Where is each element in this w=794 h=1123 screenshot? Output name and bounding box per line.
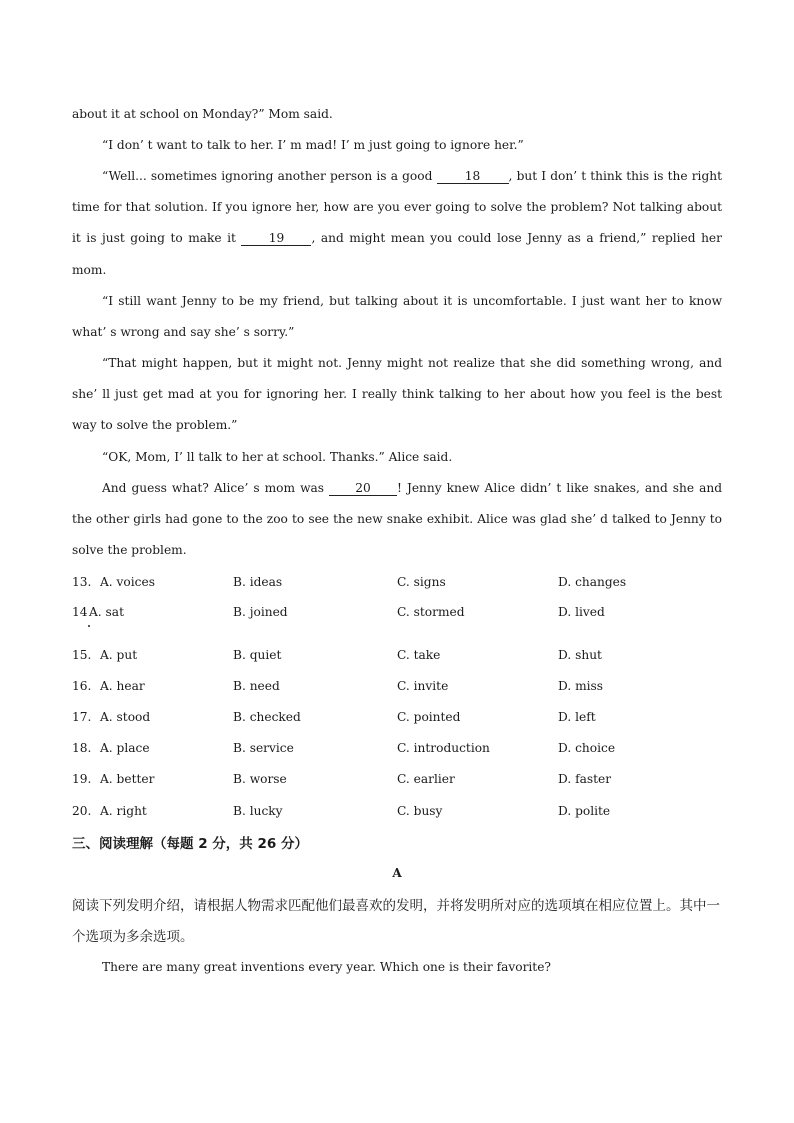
passage-paragraph-5: “That might happen, but it might not. Jenny might not realize that she did something wrong, and she’ ll just get mad at you for ignoring her. I really think talking to her about how you feel is the best way to solve the problem.” — [72, 356, 722, 433]
option-a: A. hear — [100, 679, 145, 693]
option-b: B. worse — [233, 772, 287, 786]
passage-paragraph-3 — [72, 161, 722, 286]
blank-18: 18 — [437, 169, 509, 184]
option-c: C. introduction — [397, 741, 490, 755]
passage-paragraph-1: about it at school on Monday?” Mom said. — [72, 107, 333, 121]
paragraph-3-part-c: , and might mean you could lose Jenny as a friend,” replied her mom. — [72, 231, 722, 277]
paragraph-7-part-b: ! Jenny knew Alice didn’ t like snakes, and she and the other girls had gone to the zoo to see the new snake exhibit. Alice was glad she’ d talked to Jenny to solve the problem. — [72, 481, 722, 558]
option-b: B. lucky — [233, 804, 283, 818]
option-b: B. joined — [233, 605, 288, 619]
option-b: B. need — [233, 679, 280, 693]
option-d: D. miss — [558, 679, 604, 693]
option-row-13 — [72, 575, 732, 595]
question-number: 13. — [72, 575, 92, 589]
section-instruction: 阅读下列发明介绍，请根据人物需求匹配他们最喜欢的发明，并将发明所对应的选项填在相应位置上。其中一个选项为多余选项。 — [72, 898, 720, 945]
passage-paragraph-2: “I don’ t want to talk to her. I’ m mad! I’ m just going to ignore her.” — [102, 138, 524, 152]
option-b: B. ideas — [233, 575, 283, 589]
paragraph-3-part-a: “Well... sometimes ignoring another person is a good — [102, 169, 437, 183]
option-a: A. place — [100, 741, 150, 755]
blank-19: 19 — [241, 231, 311, 246]
option-a: A. put — [100, 648, 138, 662]
question-number: 15. — [72, 648, 92, 662]
passage-paragraph-6: “OK, Mom, I’ ll talk to her at school. Thanks.” Alice said. — [102, 450, 453, 464]
option-d: D. shut — [558, 648, 602, 662]
question-number: 14 — [72, 605, 88, 619]
option-row-20 — [72, 804, 732, 824]
option-b: B. checked — [233, 710, 301, 724]
part-label: A — [392, 866, 402, 880]
option-d: D. lived — [558, 605, 605, 619]
option-c: C. invite — [397, 679, 449, 693]
option-a: A. better — [100, 772, 155, 786]
option-c: C. busy — [397, 804, 443, 818]
option-a: A. right — [100, 804, 147, 818]
option-d: D. left — [558, 710, 596, 724]
question-number: 19. — [72, 772, 92, 786]
paragraph-7-part-a: And guess what? Alice’ s mom was — [102, 481, 330, 495]
section-intro: There are many great inventions every year. Which one is their favorite? — [102, 960, 551, 974]
option-row-19 — [72, 772, 732, 792]
option-c: C. stormed — [397, 605, 465, 619]
passage-paragraph-7 — [72, 473, 722, 567]
option-row-14 — [72, 605, 732, 625]
passage-paragraph-4: “I still want Jenny to be my friend, but talking about it is uncomfortable. I just want her to know what’ s wrong and say she’ s sorry.” — [72, 294, 722, 340]
section-title: 三、阅读理解（每题 2 分，共 26 分） — [72, 836, 308, 852]
option-a: A. sat — [89, 605, 124, 619]
option-b: B. quiet — [233, 648, 282, 662]
question-number: 17. — [72, 710, 92, 724]
question-number: 16. — [72, 679, 92, 693]
option-c: C. signs — [397, 575, 446, 589]
option-row-18 — [72, 741, 732, 761]
option-d: D. choice — [558, 741, 616, 755]
question-number: 18. — [72, 741, 92, 755]
option-a: A. voices — [100, 575, 155, 589]
paragraph-3-part-b: , but I don’ t think this is the right time for that solution. If you ignore her, how are you ever going to solve the problem? Not talking about it is just going to make it — [72, 169, 722, 246]
option-c: C. pointed — [397, 710, 461, 724]
stray-dot-mark — [88, 625, 90, 627]
option-d: D. changes — [558, 575, 627, 589]
option-b: B. service — [233, 741, 294, 755]
option-c: C. earlier — [397, 772, 455, 786]
option-a: A. stood — [100, 710, 151, 724]
blank-20: 20 — [329, 481, 397, 496]
option-row-16 — [72, 679, 732, 699]
option-d: D. faster — [558, 772, 612, 786]
option-row-15 — [72, 648, 732, 668]
option-d: D. polite — [558, 804, 611, 818]
option-row-17 — [72, 710, 732, 730]
question-number: 20. — [72, 804, 92, 818]
option-c: C. take — [397, 648, 441, 662]
